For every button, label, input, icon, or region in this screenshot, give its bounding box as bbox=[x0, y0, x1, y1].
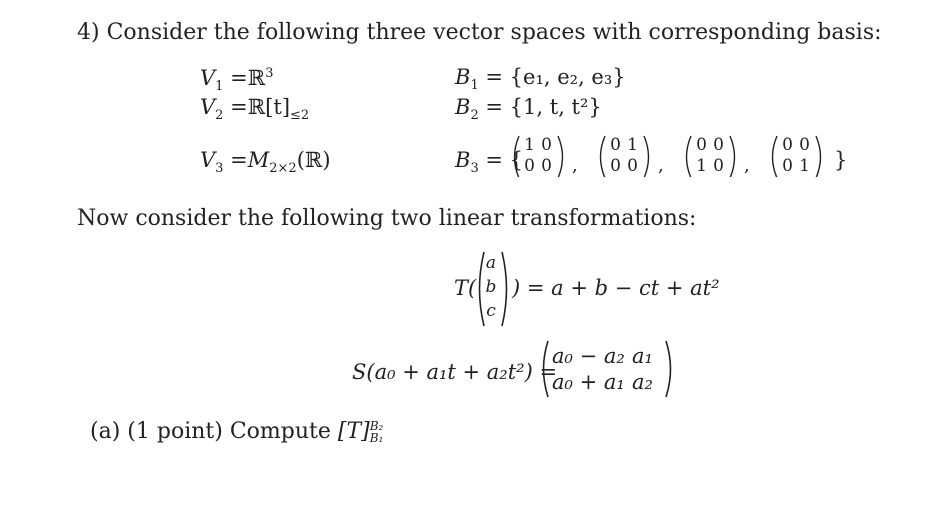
matrix-entry: 0 bbox=[610, 156, 621, 176]
t-vector-entry: c bbox=[486, 301, 496, 321]
s-matrix-entry: a₂ bbox=[632, 370, 653, 394]
s-matrix-right-paren bbox=[664, 339, 676, 399]
transformations-intro: Now consider the following two linear transformations: bbox=[77, 206, 697, 231]
matrix-entry: 1 bbox=[627, 135, 638, 155]
problem-number: 4) bbox=[77, 20, 100, 45]
matrix-separator-comma: , bbox=[572, 155, 578, 176]
part-a-text: Compute bbox=[229, 419, 331, 444]
s-lhs: S(a₀ + a₁t + a₂t²) = bbox=[352, 360, 558, 384]
matrix-right-paren bbox=[557, 135, 567, 177]
basis-b3-close: } bbox=[834, 148, 848, 172]
t-vector bbox=[481, 251, 501, 323]
matrix-entry: 1 bbox=[524, 135, 535, 155]
part-a-label: (a) bbox=[90, 419, 121, 444]
matrix-entry: 0 bbox=[696, 135, 707, 155]
part-a-expr: [T] bbox=[337, 419, 370, 444]
space-v1: $V_1$ =ℝ$^3$ bbox=[200, 66, 274, 95]
part-a-points: (1 point) bbox=[127, 419, 223, 444]
s-matrix bbox=[552, 343, 653, 395]
basis-b1: $B_1 = \{e_1$, e₂, e₃} bbox=[455, 65, 626, 94]
matrix-entry: 0 bbox=[782, 135, 793, 155]
matrix-entry: 0 bbox=[541, 135, 552, 155]
s-matrix-entry: a₀ − a₂ bbox=[552, 344, 625, 368]
basis-matrix bbox=[510, 135, 568, 177]
basis-b3-label: $B_3$ = { bbox=[455, 148, 524, 177]
s-matrix-entry: a₀ + a₁ bbox=[552, 370, 625, 394]
problem-statement bbox=[77, 22, 882, 44]
t-rhs: ) = a + b − ct + at² bbox=[512, 276, 720, 300]
t-label: T( bbox=[454, 276, 477, 300]
matrix-entry: 0 bbox=[610, 135, 621, 155]
problem-intro: Consider the following three vector spaces with corresponding basis: bbox=[106, 20, 882, 45]
s-matrix-entry: a₁ bbox=[632, 344, 653, 368]
matrix-entry: 0 bbox=[713, 135, 724, 155]
matrix-entry: 1 bbox=[799, 156, 810, 176]
matrix-entry: 1 bbox=[696, 156, 707, 176]
matrix-left-paren bbox=[596, 135, 606, 177]
matrix-entry: 0 bbox=[713, 156, 724, 176]
matrix-entry: 0 bbox=[541, 156, 552, 176]
basis-matrix bbox=[682, 135, 740, 177]
matrix-right-paren bbox=[729, 135, 739, 177]
t-vector-entry: a bbox=[485, 253, 497, 273]
matrix-left-paren bbox=[768, 135, 778, 177]
basis-matrix bbox=[596, 135, 654, 177]
matrix-left-paren bbox=[682, 135, 692, 177]
matrix-entry: 0 bbox=[524, 156, 535, 176]
part-a bbox=[90, 420, 383, 444]
space-v2: $V_2$ $=ℝ[t]_{\le 2}$ bbox=[200, 95, 310, 124]
matrix-right-paren bbox=[815, 135, 825, 177]
matrix-separator-comma: , bbox=[744, 155, 750, 176]
basis-b2: $B_2 = \{1$, t, t²} bbox=[455, 95, 602, 124]
t-vector-right-paren bbox=[500, 250, 512, 328]
matrix-left-paren bbox=[510, 135, 520, 177]
space-v3: $V_3$ $=M_{2\times 2}(ℝ)$ bbox=[200, 148, 331, 177]
t-vector-entry: b bbox=[485, 277, 497, 297]
matrix-entry: 0 bbox=[799, 135, 810, 155]
matrix-separator-comma: , bbox=[658, 155, 664, 176]
matrix-entry: 0 bbox=[627, 156, 638, 176]
part-a-scripts: B₂ B₁ bbox=[369, 419, 384, 445]
matrix-right-paren bbox=[643, 135, 653, 177]
basis-matrix bbox=[768, 135, 826, 177]
matrix-entry: 0 bbox=[782, 156, 793, 176]
s-matrix-left-paren bbox=[538, 339, 550, 399]
